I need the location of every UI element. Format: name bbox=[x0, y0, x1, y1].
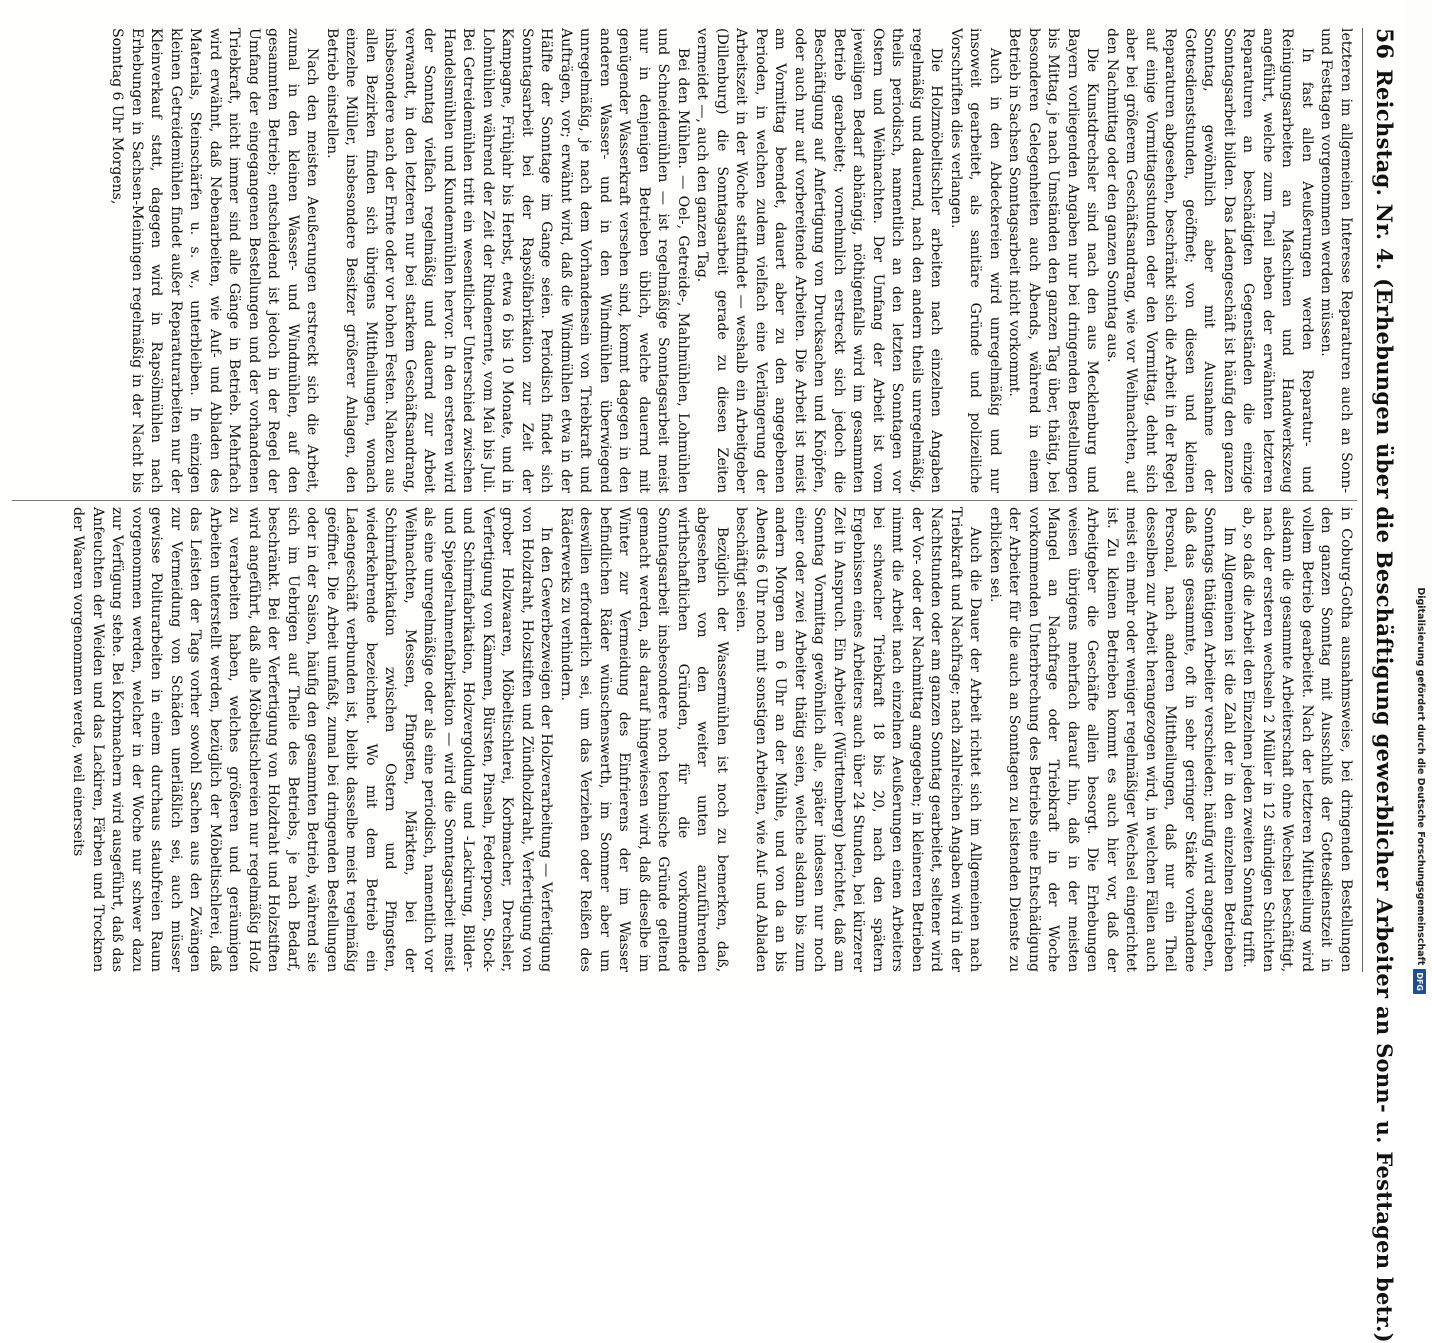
paragraph: In den Gewerbezweigen der Holzverarbeitung — Verfertigung von Holzdraht, Holzstiften und Zündholzdraht, Verfertigung von grober Holzwaaren, Möbeltischlerei, Korbmacher, Drechsler, Verfertigung von Kämmen, Bürsten, Pinseln, Federposen, Stock- und Schirmfabrikation, Holzvergoldung und -Lackirung, Bilder- und Spiegelrahmenfabrikation — wird die Sonntagsarbeit meist als eine unregelmäßige oder als eine periodisch, namentlich vor Weihnachten, Messen, Pfingsten, Märkten, bei der Schirmfabrikation zwischen Ostern und Pfingsten, wiederkehrende bezeichnet. Wo mit dem Betrieb ein Ladengeschäft verbunden ist, bleibt dasselbe meist regelmäßig geöffnet. Die Arbeit umfaßt, zumal bei dringenden Bestellungen oder in der Saison, häufig den gesammten Betrieb, während sie sich im Uebrigen auf Theile des Betriebs, je nach Bedarf, beschränkt. Bei der Verfertigung von Holzdraht und Holzstiften wird angeführt, daß alle Möbeltischlereien nur regelmäßig Holz zu verarbeiten haben, welches größeren und geräumigen Arbeiten unterstellt werden, bezüglich der Möbeltischlerei, daß das Leisten der Tags vorher sowohl Sachen aus den Zwängen zur Vermeidung von Schäden unerläßlich sei, auch müsser gewisse Politurarbeiten in einem durchaus staubfreien Raum vorgenommen werden, welcher in der Woche nur schwer dazu zur Verfügung stehe. Bei Korbmachern wird ausgeführt, daß das Anfeuchten der Weiden und das Lackiren, Färben und Trocknen der Waaren vorgenommen werde, weil einerseits bbox=[70, 507, 555, 972]
paragraph: Auch die Dauer der Arbeit richtet sich im Allgemeinen nach Triebkraft und Nachfrage; nach zahlreichen Angaben wird in der Nachtstunden oder am ganzen Sonntag gearbeitet, seltener wird der Vor- oder der Nachmittag angegeben; in kleineren Betrieben nimmt die Arbeit nach einzelnen Aeußerungen einen Arbeiters bei schwacher Triebkraft 18 bis 20, nach den spätern Ergebnissen eines Arbeiters auch über 24 Stunden, bei kürzerer Zeit in Anspruch. Ein Arbeiter (Württemberg) berichtet, daß am Sonntag Vormittag gewöhnlich alle, später indessen nur noch einer oder zwei Arbeiter thätig seien, welche alsdann bis zum andern Morgen am 6 Uhr an der Mühle, und von da an bis Abends 6 Uhr noch mit sonstigen Arbeiten, wie Auf- und Abladen beschäftigt seien. bbox=[733, 507, 984, 972]
paragraph: Im Allgemeinen ist die Zahl der in den einzelnen Betrieben Sonntags thätigen Arbeiter verschieden; häufig wird angegeben, daß das gesammte, oft in sehr geringer Stärke vorhandene Personal, nach anderen Mittheilungen, daß nur ein Theil desselben zur Arbeit herangezogen wird, in welchen Fällen auch meist ein mehr oder weniger regelmäßiger Wechsel eingerichtet ist. Zu kleinen Betrieben kommt es auch hier vor, daß der Arbeitgeber die Geschäfte allein besorgt. Die Erhebungen weisen übrigens mehrfach darauf hin, daß in der meisten Mangel an Nachfrage oder Triebkraft in der Woche vorkommenden Unterbrechung des Betriebs eine Entschädigung der Arbeiter für die auch an Sonntagen zu leistenden Dienste zu erblicken sei. bbox=[987, 507, 1237, 972]
credit-text: Digitalisierung gefördert durch die Deutsche Forschungsgemeinschaft bbox=[1415, 587, 1426, 966]
paragraph: Die Kunstdrechsler sind nach den aus Mecklenburg und Bayern vorliegenden Angaben nur bei dringenden Bestellungen bis Mittag, je nach Umständen den ganzen Tag über, thätig, bei besonderen Gelegenheiten auch Abends, während in einem Betrieb in Sachsen Sonntagsarbeit nicht vorkommt. bbox=[1006, 28, 1101, 493]
running-title: Reichstag. Nr. 4. (Erhebungen über die Beschäftigung gewerblicher Arbeiter an Sonn- u. Festtagen betr.) bbox=[1372, 69, 1397, 1343]
credit-line bbox=[1410, 6, 1430, 994]
paragraph: Nach den meisten Aeußerungen erstreckt sich die Arbeit, zumal in den kleinen Wasser- und Windmühlen, auf den gesammten Betrieb; entscheidend ist jedoch in der Regel der Umfang der eingegangenen Bestellungen und der vorhandenen Triebkraft, nicht immer sind alle Gänge in Betrieb. Mehrfach wird erwähnt, daß Nebenarbeiten, wie Auf- und Abladen des Materials, Steinschärfen u. s. w., unterbleiben. In einzigen kleinen Getreidemühlen findet außer Reparaturarbeiten nur der Kleinverkauf statt, dagegen wird in Rapsölmühlen nach Erhebungen in Sachsen-Meiningen regelmäßig in der Nacht bis Sonntag 6 Uhr Morgens, bbox=[109, 28, 321, 493]
paragraph: letzteren im allgemeinen Interesse Reparaturen auch an Sonn- und Festtagen vorgenommen werden müssen. bbox=[1318, 28, 1354, 493]
text-columns bbox=[15, 28, 1355, 972]
paragraph: Bei den Mühlen. — Oel-, Getreide-, Mahlmühlen, Lohmühlen und Schneidemühlen — ist regelmäßige Sonntagsarbeit meist nur in denjenigen Betrieben üblich, welche dauernd mit genügender Wasserkraft versehen sind, kommt dagegen in den anderen Wasser- und in den Windmühlen überwiegend unregelmäßig, je nach dem Vorhandensein von Triebkraft und Aufträgen, vor; erwähnt wird, daß die Windmühlen etwa in der Hälfte der Sonntage im Gange seien. Periodisch findet sich Sonntagsarbeit bei der Rapsölfabrikation zur Zeit der Kampagne, Frühjahr bis Herbst, etwa 6 bis 10 Monate, und in Lohmühlen während der Zeit der Rindenernte, vom Mai bis Juli. Bei Getreidemühlen tritt ein wesentlicher Unterschied zwischen Handelsmühlen und Kundenmühlen hervor. In den ersteren wird der Sonntag vielfach regelmäßig und dauernd zur Arbeit verwandt, in den letzteren nur bei starkem Geschäftsandrang, insbesondere nach der Ernte oder vor hohen Festen. Nahezu aus allen Bezirken finden sich übrigens Mittheilungen, wonach einzelne Müller, insbesondere Besitzer größerer Anlagen, den Betrieb einstellen. bbox=[324, 28, 691, 493]
paragraph: In fast allen Aeußerungen werden Reparatur- und Reinigungsarbeiten an Maschinen und Handwerkszeug angeführt, welche zum Theil neben der erwähnten letzteren Reparaturen an beschädigten Gegenständen die einzige Sonntagsarbeit bilden. Das Ladengeschäft ist häufig den ganzen Sonntag, gewöhnlich aber mit Ausnahme der Gottesdienststunden, geöffnet; von diesen und kleinen Reparaturen abgesehen, beschränkt sich die Arbeit in der Regel auf einige Vormittagsstunden oder den Vormittag, dehnt sich aber bei größerem Geschäftsandrang, wie vor Weihnachten, auf den Nachmittag oder den ganzen Sonntag aus. bbox=[1104, 28, 1315, 493]
dfg-logo: DFG bbox=[1414, 969, 1427, 994]
page-number: 56 bbox=[1371, 28, 1397, 60]
paragraph: Auch in den Abdeckereien wird unregelmäßig und nur insoweit gearbeitet, als sanitäre Gründe und polizeiliche Vorschriften dies verlangen. bbox=[948, 28, 1003, 493]
left-column bbox=[15, 28, 1355, 493]
paragraph: Bezüglich der Wassermühlen ist noch zu bemerken, daß, abgesehen von den weiter unten anzuführenden wirthschaftlichen Gründen, für die vorkommende Sonntagsarbeit insbesondere noch technische Gründe geltend gemacht werden, als darauf hingewiesen wird, daß dieselbe im Winter zur Vermeidung des Einfrierens der im Wasser befindlichen Räder wünschenswerth, im Sommer aber um deswillen erforderlich sei, um das Verziehen oder Reißen des Räderwerks zu verhindern. bbox=[558, 507, 730, 972]
digitization-credit bbox=[1410, 6, 1432, 994]
paragraph: Die Holzmöbeltischler arbeiten nach einzelnen Angaben regelmäßig und dauernd, nach den andern theils unregelmäßig, theils periodisch, namentlich an den letzten Sonntagen vor Ostern und Weihnachten. Der Umfang der Arbeit ist vom jeweiligen Bedarf abhängig, nöthigenfalls wird im gesammten Betrieb gearbeitet; vornehmlich erstreckt sich jedoch die Beschäftigung auf Anfertigung von Drucksachen und Knöpfen, oder auch nur auf vorbereitende Arbeiten. Die Arbeit ist meist am Vormittag beendet, dauert aber zu den angegebenen Perioden, in welchen zudem vielfach eine Verlängerung der Arbeitszeit in der Woche stattfindet — weshalb ein Arbeitgeber (Dillenburg) die Sonntagsarbeit gerade zu diesen Zeiten vermeidet —, auch den ganzen Tag. bbox=[694, 28, 945, 493]
paragraph: in Coburg-Gotha ausnahmsweise, bei dringenden Bestellungen den ganzen Sonntag mit Ausschluß der Gottesdienstzeit in vollem Betrieb gearbeitet. Nach der letzteren Mittheilung wird alsdann die gesammte Arbeiterschaft ohne Wechsel beschäftigt, nach der ersteren wechseln 2 Müller in 12 stündigen Schichten ab, so daß die Arbeit den Einzelnen jeden zweiten Sonntag trifft. bbox=[1240, 507, 1354, 972]
right-column bbox=[15, 507, 1355, 972]
page-header bbox=[1362, 28, 1397, 1343]
